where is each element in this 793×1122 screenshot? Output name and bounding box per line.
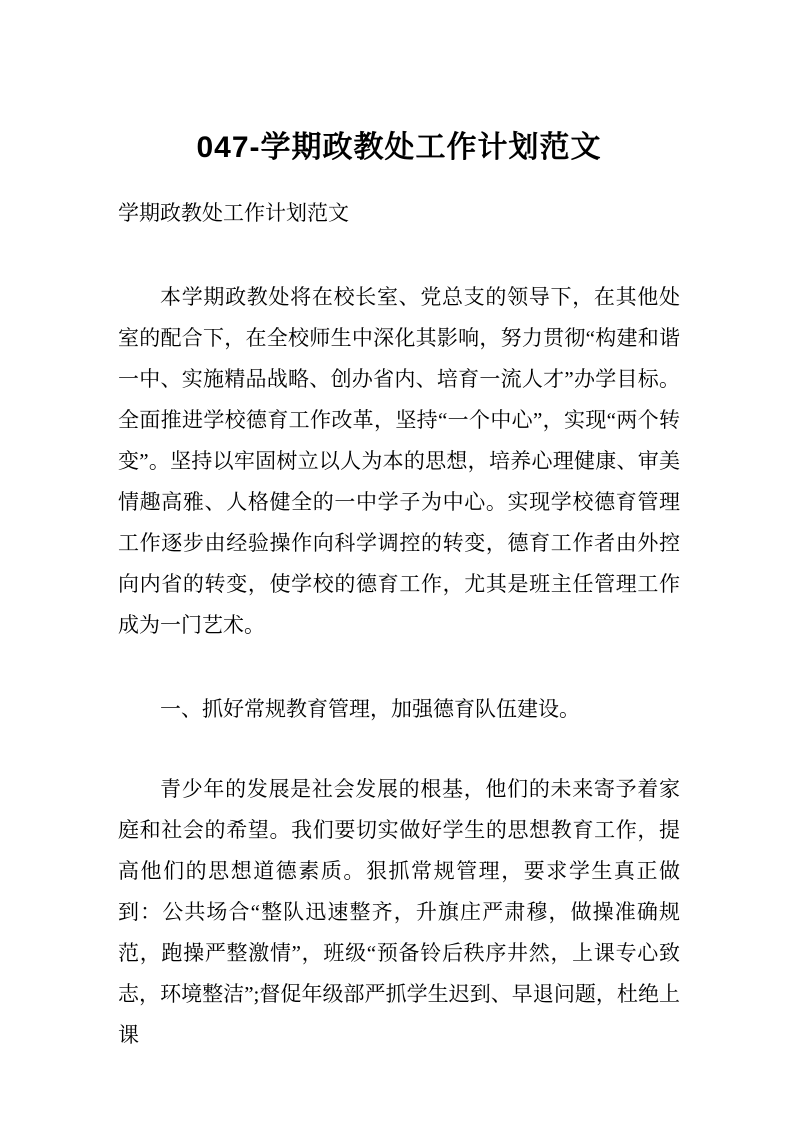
intro-paragraph: 本学期政教处将在校长室、党总支的领导下，在其他处室的配合下，在全校师生中深化其影响，努力贯彻“构建和谐一中、实施精品战略、创办省内、培育一流人才”办学目标。全面推进学校德育工作改革，坚持“一个中心”，实现“两个转变”。坚持以牢固树立以人为本的思想，培养心理健康、审美情趣高雅、人格健全的一中学子为中心。实现学校德育管理工作逐步由经验操作向科学调控的转变，德育工作者由外控向内省的转变，使学校的德育工作，尤其是班主任管理工作成为一门艺术。 xyxy=(118,285,680,637)
document-title: 047-学期政教处工作计划范文 xyxy=(196,131,602,164)
section-1-paragraph: 青少年的发展是社会发展的根基，他们的未来寄予着家庭和社会的希望。我们要切实做好学生的思想教育工作，提高他们的思想道德素质。狠抓常规管理，要求学生真正做到：公共场合“整队迅速整齐，升旗庄严肃穆，做操准确规范，跑操严整激情”，班级“预备铃后秩序井然，上课专心致志，环境整洁”;督促年级部严抓学生迟到、早退问题，杜绝上课 xyxy=(118,777,680,1047)
section-1-heading: 一、抓好常规教育管理，加强德育队伍建设。 xyxy=(160,697,580,721)
document-subtitle: 学期政教处工作计划范文 xyxy=(118,201,349,225)
